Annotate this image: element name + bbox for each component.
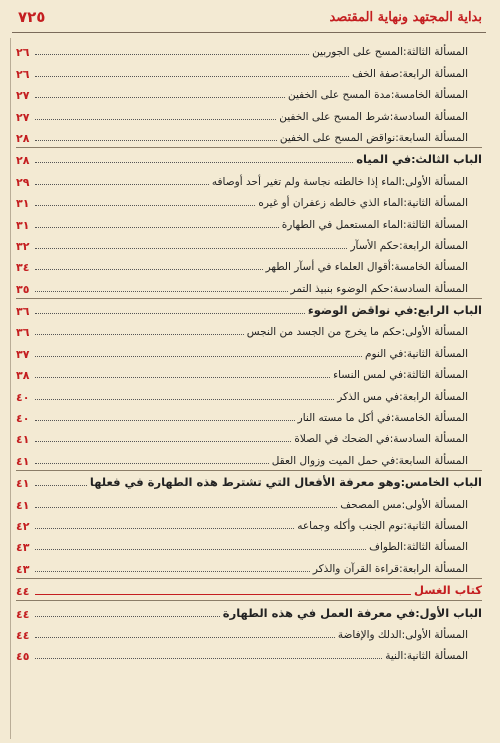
entry-page: ٤١ <box>16 498 30 512</box>
entry-page: ٣٧ <box>16 347 30 361</box>
entry-title: الدلك والإفاضة <box>337 628 402 641</box>
entry-label: المسألة السادسة <box>393 110 468 123</box>
chapter-title: وهو معرفة الأفعال التي تشترط هذه الطهارة في فعلها <box>89 475 401 490</box>
entry-page: ٣٥ <box>16 282 30 296</box>
entry-label: المسألة الثالثة <box>406 218 468 231</box>
entry-page: ٢٧ <box>16 110 30 124</box>
entry-page: ٢٨ <box>16 131 30 145</box>
toc-entry[interactable]: المسألة الأولى : الدلك والإفاضة ٤٤ <box>16 628 468 642</box>
dot-leader <box>35 313 305 314</box>
entry-label: المسألة الأولى <box>405 326 468 339</box>
dot-leader <box>35 377 330 378</box>
entry-page: ٤٢ <box>16 519 30 533</box>
entry-label: المسألة الثالثة <box>406 46 468 59</box>
dot-leader <box>35 571 310 572</box>
chapter-title: في معرفة العمل في هذه الطهارة <box>222 605 416 620</box>
dot-leader <box>35 76 349 77</box>
toc-entry[interactable]: المسألة السادسة : حكم الوضوء بنبيذ التمر ٣٥ <box>16 282 468 296</box>
chapter-label: الباب الخامس <box>404 475 482 490</box>
toc-entry[interactable]: المسألة الثالثة : المسح على الجوربين ٢٦ <box>16 46 468 60</box>
dot-leader <box>35 162 353 163</box>
running-title: بداية المجتهد ونهاية المقتصد <box>329 10 482 25</box>
toc-entry[interactable]: المسألة السادسة : شرط المسح على الخفين ٢٧ <box>16 110 468 124</box>
toc-entry[interactable]: المسألة الأولى : الماء إذا خالطته نجاسة ولم تغير أحد أوصافه ٢٩ <box>16 175 468 189</box>
entry-page: ٢٧ <box>16 89 30 103</box>
chapter-label: الباب الرابع <box>417 303 482 318</box>
toc-entry[interactable]: المسألة الثالثة : الطواف ٤٣ <box>16 541 468 555</box>
entry-title: في مس الذكر <box>337 390 400 403</box>
chapter-title: في نواقض الوضوء <box>307 303 414 318</box>
entry-title: الماء الذي خالطه زعفران أو غيره <box>258 197 404 210</box>
entry-page: ٢٦ <box>16 67 30 81</box>
entry-label: المسألة الرابعة <box>402 562 468 575</box>
entry-label: المسألة الأولى <box>405 498 468 511</box>
entry-title: في أكل ما مسته النار <box>297 412 391 425</box>
chapter-page: ٤٤ <box>16 607 30 621</box>
dot-leader <box>35 291 288 292</box>
toc-entry[interactable]: المسألة الخامسة : في أكل ما مسته النار ٤٠ <box>16 412 468 426</box>
entry-title: في حمل الميت وزوال العقل <box>271 454 396 467</box>
toc-entry[interactable]: المسألة الرابعة : في مس الذكر ٤٠ <box>16 390 468 404</box>
toc-chapter[interactable]: الباب الخامس : وهو معرفة الأفعال التي تشترط هذه الطهارة في فعلها ٤١ <box>16 470 482 492</box>
dot-leader <box>35 594 411 595</box>
entry-page: ٤٣ <box>16 562 30 576</box>
entry-title: قراءة القرآن والذكر <box>312 562 400 575</box>
entry-title: في الضحك في الصلاة <box>294 433 390 446</box>
toc-entry[interactable]: المسألة الثالثة : في لمس النساء ٣٨ <box>16 369 468 383</box>
dot-leader <box>35 616 220 617</box>
entry-label: المسألة الأولى <box>405 628 468 641</box>
toc-entry[interactable]: المسألة الأولى : مس المصحف ٤١ <box>16 498 468 512</box>
page-number: ٧٢٥ <box>18 8 46 26</box>
entry-label: المسألة الخامسة <box>394 261 468 274</box>
entry-label: المسألة الرابعة <box>402 239 468 252</box>
toc-entry[interactable]: المسألة الرابعة : حكم الأسآر ٣٢ <box>16 239 468 253</box>
entry-page: ٣٦ <box>16 326 30 340</box>
toc-entry[interactable]: المسألة الرابعة : قراءة القرآن والذكر ٤٣ <box>16 562 468 576</box>
dot-leader <box>35 140 277 141</box>
dot-leader <box>35 528 294 529</box>
entry-label: المسألة الثانية <box>406 197 468 210</box>
entry-title: في النوم <box>365 347 404 360</box>
entry-label: المسألة الرابعة <box>402 390 468 403</box>
entry-page: ٢٦ <box>16 46 30 60</box>
header-rule <box>12 32 486 33</box>
entry-title: المسح على الجوربين <box>312 46 404 59</box>
entry-title: النية <box>385 650 404 663</box>
toc-book[interactable] <box>16 578 482 600</box>
toc-entry[interactable]: المسألة الثالثة : الماء المستعمل في الطهارة ٣١ <box>16 218 468 232</box>
entry-page: ٣١ <box>16 218 30 232</box>
entry-page: ٣١ <box>16 197 30 211</box>
chapter-label: الباب الأول <box>419 605 482 620</box>
dot-leader <box>35 54 309 55</box>
dot-leader <box>35 269 263 270</box>
entry-title: الماء المستعمل في الطهارة <box>281 218 404 231</box>
dot-leader <box>35 227 279 228</box>
entry-label: المسألة الخامسة <box>394 412 468 425</box>
entry-title: نوم الجنب وأكله وجماعه <box>297 519 404 532</box>
toc-entry[interactable]: المسألة السادسة : في الضحك في الصلاة ٤١ <box>16 433 468 447</box>
dot-leader <box>35 248 347 249</box>
toc-entry[interactable]: المسألة الثانية : النية ٤٥ <box>16 650 468 664</box>
dot-leader <box>35 637 335 638</box>
entry-title: مس المصحف <box>340 498 402 511</box>
toc-chapter[interactable]: الباب الرابع : في نواقض الوضوء ٣٦ <box>16 298 482 320</box>
toc-entry[interactable]: المسألة السابعة : في حمل الميت وزوال العقل ٤١ <box>16 454 468 468</box>
entry-page: ٤٠ <box>16 412 30 426</box>
entry-title: شرط المسح على الخفين <box>279 110 390 123</box>
dot-leader <box>35 441 291 442</box>
toc-entry[interactable]: المسألة الرابعة : صفة الخف ٢٦ <box>16 67 468 81</box>
entry-title: أقوال العلماء في أسآر الطهر <box>265 261 391 274</box>
chapter-page: ٢٨ <box>16 154 30 168</box>
entry-page: ٣٨ <box>16 369 30 383</box>
entry-label: المسألة الثانية <box>406 347 468 360</box>
entry-title: حكم ما يخرج من الجسد من النجس <box>246 326 402 339</box>
toc-entry[interactable]: المسألة الأولى : حكم ما يخرج من الجسد من النجس ٣٦ <box>16 326 468 340</box>
entry-page: ٣٤ <box>16 261 30 275</box>
dot-leader <box>35 507 337 508</box>
entry-label: المسألة الأولى <box>405 175 468 188</box>
entry-page: ٤٣ <box>16 541 30 555</box>
entry-title: الماء إذا خالطته نجاسة ولم تغير أحد أوصافه <box>211 175 402 188</box>
toc-entry[interactable]: المسألة الثانية : في النوم ٣٧ <box>16 347 468 361</box>
entry-title: صفة الخف <box>352 67 400 80</box>
entry-page: ٢٩ <box>16 175 30 189</box>
chapter-label: الباب الثالث <box>415 152 482 167</box>
entry-page: ٣٢ <box>16 239 30 253</box>
dot-leader <box>35 399 334 400</box>
toc-entry[interactable]: المسألة السابعة : نواقض المسح على الخفين ٢٨ <box>16 131 468 145</box>
entry-page: ٤٠ <box>16 390 30 404</box>
toc-entry[interactable]: المسألة الثانية : الماء الذي خالطه زعفران أو غيره ٣١ <box>16 197 468 211</box>
book-label: كتاب الغسل <box>414 583 482 598</box>
entry-label: المسألة السابعة <box>398 131 468 144</box>
dot-leader <box>35 485 87 486</box>
entry-page: ٤١ <box>16 454 30 468</box>
entry-page: ٤١ <box>16 433 30 447</box>
dot-leader <box>35 463 269 464</box>
entry-label: المسألة الرابعة <box>402 67 468 80</box>
entry-label: المسألة السادسة <box>393 282 468 295</box>
entry-title: نواقض المسح على الخفين <box>279 131 396 144</box>
entry-title: حكم الأسآر <box>350 239 400 252</box>
toc-chapter[interactable]: الباب الأول : في معرفة العمل في هذه الطهارة ٤٤ <box>16 600 482 622</box>
chapter-page: ٤١ <box>16 477 30 491</box>
entry-title: الطواف <box>369 541 404 554</box>
toc-chapter[interactable]: الباب الثالث : في المياه ٢٨ <box>16 147 482 169</box>
entry-label: المسألة الخامسة <box>394 89 468 102</box>
entry-label: المسألة الثانية <box>406 650 468 663</box>
dot-leader <box>35 334 244 335</box>
dot-leader <box>35 97 285 98</box>
page-header <box>12 4 488 32</box>
entry-label: المسألة الثالثة <box>406 369 468 382</box>
table-of-contents <box>16 40 482 665</box>
dot-leader <box>35 356 362 357</box>
toc-entry[interactable]: المسألة الثانية : نوم الجنب وأكله وجماعه ٤٢ <box>16 519 468 533</box>
entry-label: المسألة الثالثة <box>406 541 468 554</box>
entry-label: المسألة الثانية <box>406 519 468 532</box>
chapter-title: في المياه <box>356 152 412 167</box>
entry-title: مدة المسح على الخفين <box>287 89 391 102</box>
entry-label: المسألة السابعة <box>398 454 468 467</box>
entry-page: ٤٥ <box>16 650 30 664</box>
entry-label: المسألة السادسة <box>393 433 468 446</box>
dot-leader <box>35 205 255 206</box>
chapter-page: ٣٦ <box>16 305 30 319</box>
dot-leader <box>35 184 209 185</box>
book-page: ٤٤ <box>16 585 30 599</box>
dot-leader <box>35 549 366 550</box>
entry-title: في لمس النساء <box>333 369 404 382</box>
toc-entry[interactable]: المسألة الخامسة : أقوال العلماء في أسآر الطهر ٣٤ <box>16 261 468 275</box>
dot-leader <box>35 420 295 421</box>
dot-leader <box>35 658 382 659</box>
toc-entry[interactable]: المسألة الخامسة : مدة المسح على الخفين ٢٧ <box>16 89 468 103</box>
entry-page: ٤٤ <box>16 628 30 642</box>
dot-leader <box>35 119 276 120</box>
entry-title: حكم الوضوء بنبيذ التمر <box>290 282 390 295</box>
